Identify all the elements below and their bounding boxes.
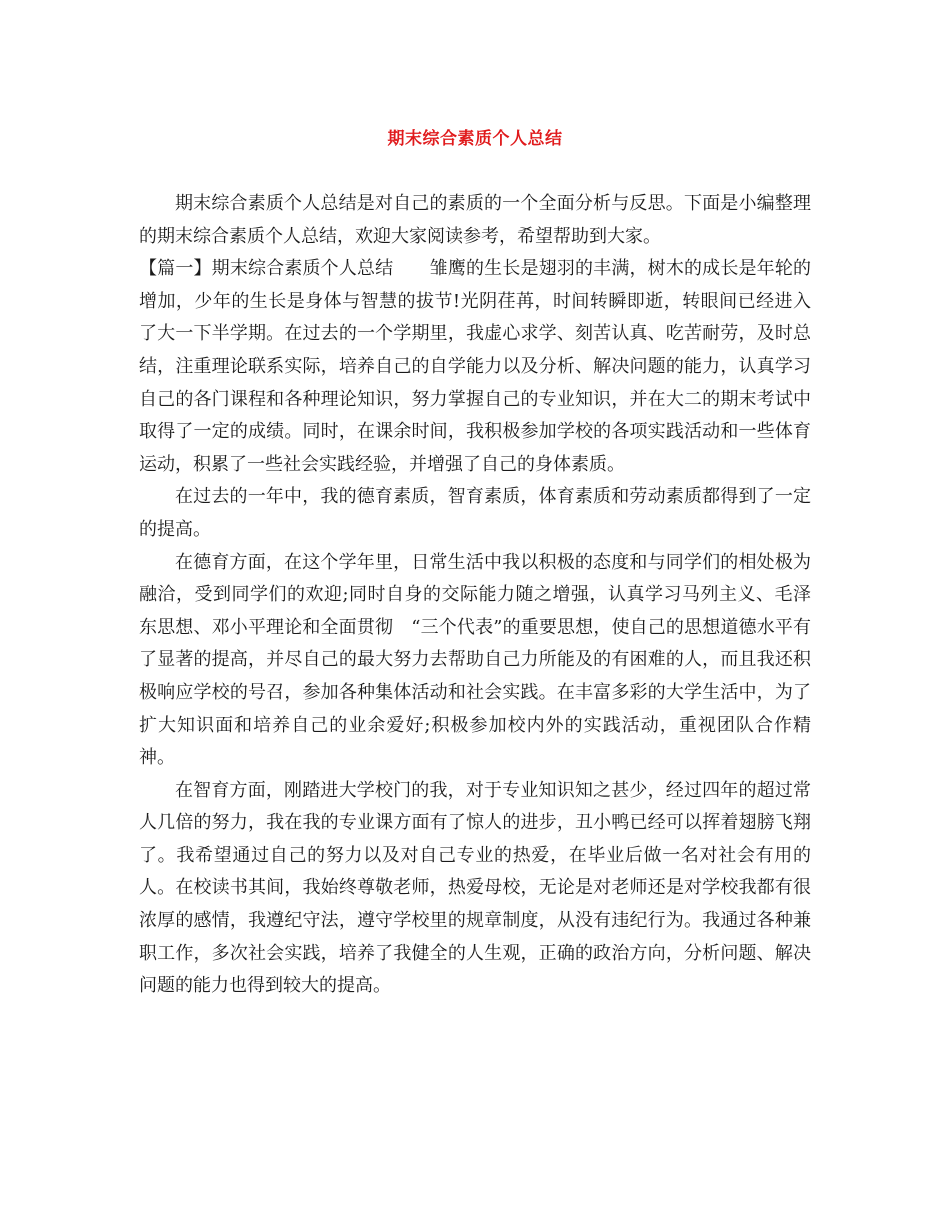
paragraph-moral-education: 在德育方面，在这个学年里，日常生活中我以积极的态度和与同学们的相处极为融洽，受到同学们的欢迎;同时自身的交际能力随之增强，认真学习马列主义、毛泽东思想、邓小平理论和全面贯彻 “三个代表”的重要思想，使自己的思想道德水平有了显著的提高，并尽自己的最大努力去帮助自己力所能及的有困难的人，而且我还积极响应学校的号召，参加各种集体活动和社会实践。在丰富多彩的大学生活中，为了扩大知识面和培养自己的业余爱好;积极参加校内外的实践活动，重视团队合作精神。 bbox=[139, 551, 811, 769]
paragraph-intellectual-education: 在智育方面，刚踏进大学校门的我，对于专业知识知之甚少，经过四年的超过常人几倍的努力，我在我的专业课方面有了惊人的进步，丑小鸭已经可以挥着翅膀飞翔了。我希望通过自己的努力以及对自己专业的热爱，在毕业后做一名对社会有用的人。在校读书其间，我始终尊敬老师，热爱母校，无论是对老师还是对学校我都有很浓厚的感情，我遵纪守法，遵守学校里的规章制度，从没有违纪行为。我通过各种兼职工作，多次社会实践，培养了我健全的人生观，正确的政治方向，分析问题、解决问题的能力也得到较大的提高。 bbox=[139, 779, 811, 997]
document-title: 期末综合素质个人总结 bbox=[387, 129, 563, 149]
paragraph-intro: 期末综合素质个人总结是对自己的素质的一个全面分析与反思。下面是小编整理的期末综合素质个人总结，欢迎大家阅读参考，希望帮助到大家。 bbox=[139, 193, 811, 247]
paragraph-overview: 在过去的一年中，我的德育素质，智育素质，体育素质和劳动素质都得到了一定的提高。 bbox=[139, 486, 811, 540]
document-body bbox=[139, 188, 811, 1003]
paragraph-part-one: 【篇一】期末综合素质个人总结 雏鹰的生长是翅羽的丰满，树木的成长是年轮的增加，少年的生长是身体与智慧的拔节!光阴荏苒，时间转瞬即逝，转眼间已经进入了大一下半学期。在过去的一个学期里，我虚心求学、刻苦认真、吃苦耐劳，及时总结，注重理论联系实际，培养自己的自学能力以及分析、解决问题的能力，认真学习自己的各门课程和各种理论知识，努力掌握自己的专业知识，并在大二的期末考试中取得了一定的成绩。同时，在课余时间，我积极参加学校的各项实践活动和一些体育运动，积累了一些社会实践经验，并增强了自己的身体素质。 bbox=[139, 258, 811, 475]
